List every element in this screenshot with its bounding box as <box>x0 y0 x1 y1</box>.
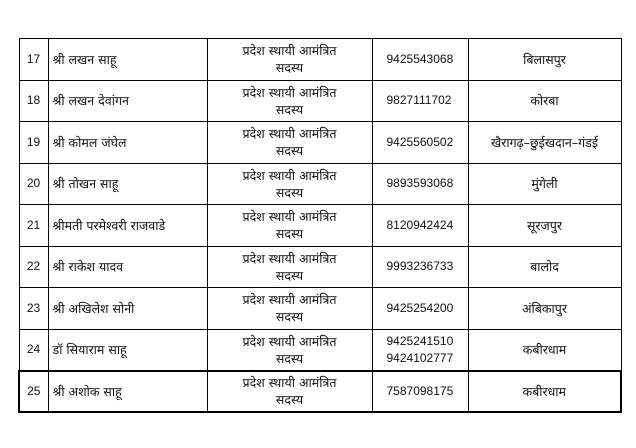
member-name-cell: श्री अखिलेश सोनी <box>48 288 207 330</box>
phone-number: 7587098175 <box>386 383 454 398</box>
district-cell: खैरागढ़–छुईखदान–गंडई <box>468 122 621 164</box>
phone-number: 9425254200 <box>386 300 454 315</box>
phone-number: 9425543068 <box>386 51 454 66</box>
phone-cell <box>372 371 468 413</box>
serial-number-cell: 25 <box>19 371 48 413</box>
designation-line: सदस्य <box>275 60 304 76</box>
phone-cell <box>372 80 468 122</box>
designation-line: प्रदेश स्थायी आमंत्रित <box>242 209 337 225</box>
phone-cell <box>372 246 468 288</box>
district-cell: अंबिकापुर <box>468 288 621 330</box>
phone-number: 8120942424 <box>386 217 454 232</box>
district-cell: मुंगेली <box>468 163 621 205</box>
member-name-cell: श्री लखन देवांगन <box>48 80 207 122</box>
serial-number-cell: 24 <box>19 329 48 371</box>
table-row <box>19 122 621 164</box>
designation-line: प्रदेश स्थायी आमंत्रित <box>242 167 337 183</box>
district-cell: कबीरधाम <box>468 371 621 413</box>
members-table <box>18 38 622 413</box>
phone-number: 9827111702 <box>386 93 452 108</box>
member-name-cell: श्री राकेश यादव <box>48 246 207 288</box>
district-cell: बिलासपुर <box>468 39 621 81</box>
designation-cell <box>207 246 372 288</box>
table-body <box>19 39 621 413</box>
table-row <box>19 288 621 330</box>
phone-number: 9425241510 <box>386 333 454 348</box>
designation-cell <box>207 122 372 164</box>
designation-line: सदस्य <box>275 101 304 117</box>
table-row <box>19 371 621 413</box>
phone-cell <box>372 122 468 164</box>
serial-number-cell: 19 <box>19 122 48 164</box>
designation-cell <box>207 80 372 122</box>
designation-line: प्रदेश स्थायी आमंत्रित <box>242 250 337 266</box>
table-row <box>19 246 621 288</box>
designation-line: प्रदेश स्थायी आमंत्रित <box>242 126 337 142</box>
designation-line: सदस्य <box>275 309 304 325</box>
designation-line: सदस्य <box>275 350 304 366</box>
member-name-cell: डॉ सियाराम साहू <box>48 329 207 371</box>
district-cell: कबीरधाम <box>468 329 621 371</box>
serial-number-cell: 21 <box>19 205 48 247</box>
serial-number-cell: 17 <box>19 39 48 81</box>
phone-cell <box>372 205 468 247</box>
designation-line: सदस्य <box>275 184 304 200</box>
member-name-cell: श्रीमती परमेश्वरी राजवाडे <box>48 205 207 247</box>
district-cell: सूरजपुर <box>468 205 621 247</box>
member-name-cell: श्री तोखन साहू <box>48 163 207 205</box>
designation-line: प्रदेश स्थायी आमंत्रित <box>242 333 337 349</box>
designation-cell <box>207 371 372 413</box>
table-row <box>19 205 621 247</box>
phone-cell <box>372 163 468 205</box>
designation-cell <box>207 288 372 330</box>
designation-line: सदस्य <box>275 392 304 408</box>
phone-cell <box>372 39 468 81</box>
designation-cell <box>207 329 372 371</box>
district-cell: कोरबा <box>468 80 621 122</box>
designation-cell <box>207 39 372 81</box>
phone-number: 9893593068 <box>386 176 454 191</box>
table-row <box>19 329 621 371</box>
district-cell: बालोद <box>468 246 621 288</box>
phone-number: 9424102777 <box>386 350 454 365</box>
designation-line: प्रदेश स्थायी आमंत्रित <box>242 292 337 308</box>
member-name-cell: श्री कोमल जंघेल <box>48 122 207 164</box>
member-name-cell: श्री अशोक साहू <box>48 371 207 413</box>
designation-line: सदस्य <box>275 143 304 159</box>
designation-cell <box>207 163 372 205</box>
designation-line: सदस्य <box>275 226 304 242</box>
designation-line: सदस्य <box>275 267 304 283</box>
serial-number-cell: 18 <box>19 80 48 122</box>
member-name-cell: श्री लखन साहू <box>48 39 207 81</box>
phone-number: 9993236733 <box>386 259 454 274</box>
table-row <box>19 39 621 81</box>
designation-line: प्रदेश स्थायी आमंत्रित <box>242 43 337 59</box>
serial-number-cell: 22 <box>19 246 48 288</box>
serial-number-cell: 23 <box>19 288 48 330</box>
phone-cell <box>372 329 468 371</box>
serial-number-cell: 20 <box>19 163 48 205</box>
phone-number: 9425560502 <box>386 134 454 149</box>
designation-cell <box>207 205 372 247</box>
phone-cell <box>372 288 468 330</box>
designation-line: प्रदेश स्थायी आमंत्रित <box>242 375 337 391</box>
designation-line: प्रदेश स्थायी आमंत्रित <box>242 84 337 100</box>
table-row <box>19 163 621 205</box>
table-row <box>19 80 621 122</box>
